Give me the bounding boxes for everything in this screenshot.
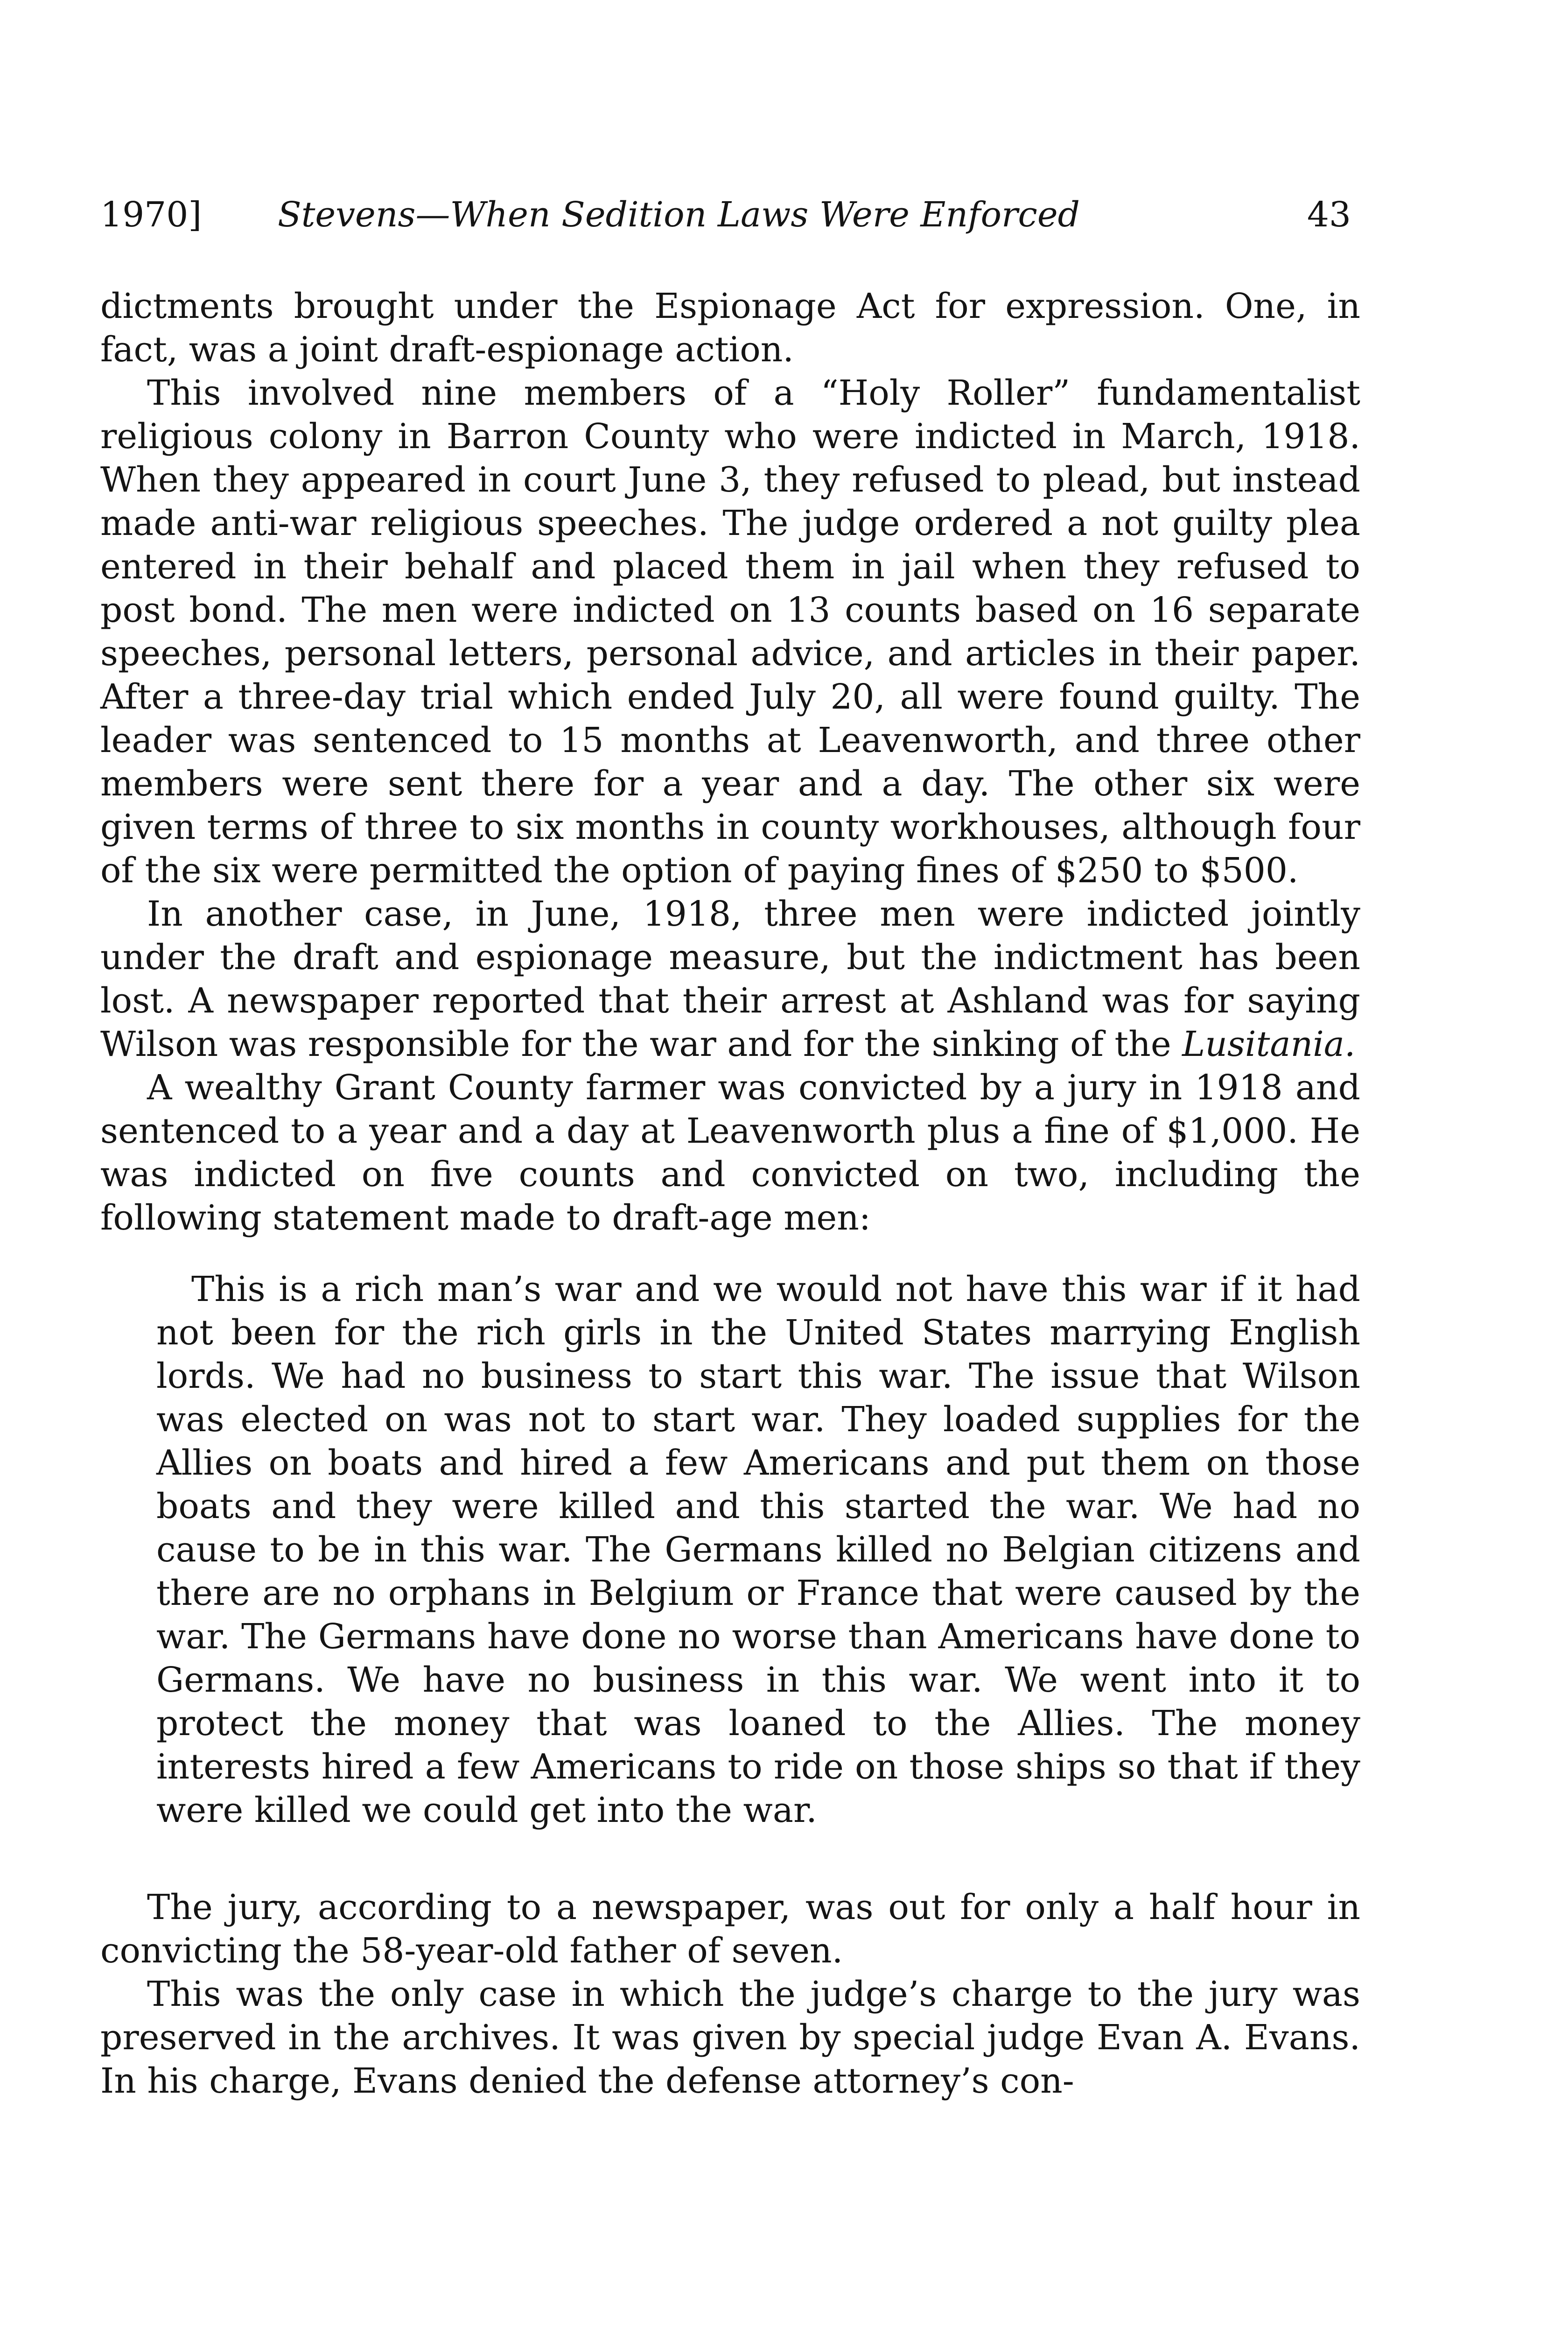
paragraph-continuation: dictments brought under the Espionage Act for expression. One, in fact, was a joint draft-espionage action.	[100, 286, 1360, 370]
block-quote-statement: This is a rich man’s war and we would not have this war if it had not been for the rich girls in the United States marrying English lords. We had no business to start this war. The issue that Wilson was elected on was not to start war. They loaded supplies for the Allies on boats and hired a few Americans and put them on those boats and they were killed and this started the war. We had no cause to be in this war. The Germans killed no Belgian citizens and there are no orphans in Belgium or France that were caused by the war. The Germans have done no worse than Americans have done to Germans. We have no business in this war. We went into it to protect the money that was loaned to the Allies. The money interests hired a few Americans to ride on those ships so that if they were killed we could get into the war.	[156, 1269, 1360, 1830]
header-year: 1970]	[100, 195, 202, 235]
lusitania-italic: Lusitania.	[1182, 1024, 1356, 1064]
paragraph-ashland-case	[100, 893, 1360, 1066]
running-header	[100, 191, 1351, 238]
header-running-title: Stevens—When Sedition Laws Were Enforced	[278, 195, 1080, 235]
paragraph-holy-roller-case: This involved nine members of a “Holy Roller” fundamentalist religious colony in Barron County who were indicted in March, 1918. When they appeared in court June 3, they refused to plead, but instead made anti-war religious speeches. The judge ordered a not guilty plea entered in their behalf and placed them in jail when they refused to post bond. The men were indicted on 13 counts based on 16 separate speeches, personal letters, personal advice, and articles in their paper. After a three-day trial which ended July 20, all were found guilty. The leader was sentenced to 15 months at Leavenworth, and three other members were sent there for a year and a day. The other six were given terms of three to six months in county workhouses, although four of the six were permitted the option of paying fines of $250 to $500.	[100, 373, 1360, 891]
header-page-number: 43	[1307, 195, 1351, 235]
article-body	[100, 285, 1360, 2103]
paragraph-jury-verdict: The jury, according to a newspaper, was out for only a half hour in convicting the 58-year-old father of seven.	[100, 1887, 1360, 1971]
paragraph-judge-charge: This was the only case in which the judge’s charge to the jury was preserved in the archives. It was given by special judge Evan A. Evans. In his charge, Evans denied the defense attorney’s con-	[100, 1974, 1360, 2101]
paragraph-grant-county-case: A wealthy Grant County farmer was convicted by a jury in 1918 and sentenced to a year and a day at Leavenworth plus a fine of $1,000. He was indicted on five counts and convicted on two, including the following statement made to draft-age men:	[100, 1068, 1360, 1238]
paragraph-ashland-text: In another case, in June, 1918, three men were indicted jointly under the draft and espionage measure, but the indictment has been lost. A newspaper reported that their arrest at Ashland was for saying Wilson was responsible for the war and for the sinking of the	[100, 894, 1360, 1064]
